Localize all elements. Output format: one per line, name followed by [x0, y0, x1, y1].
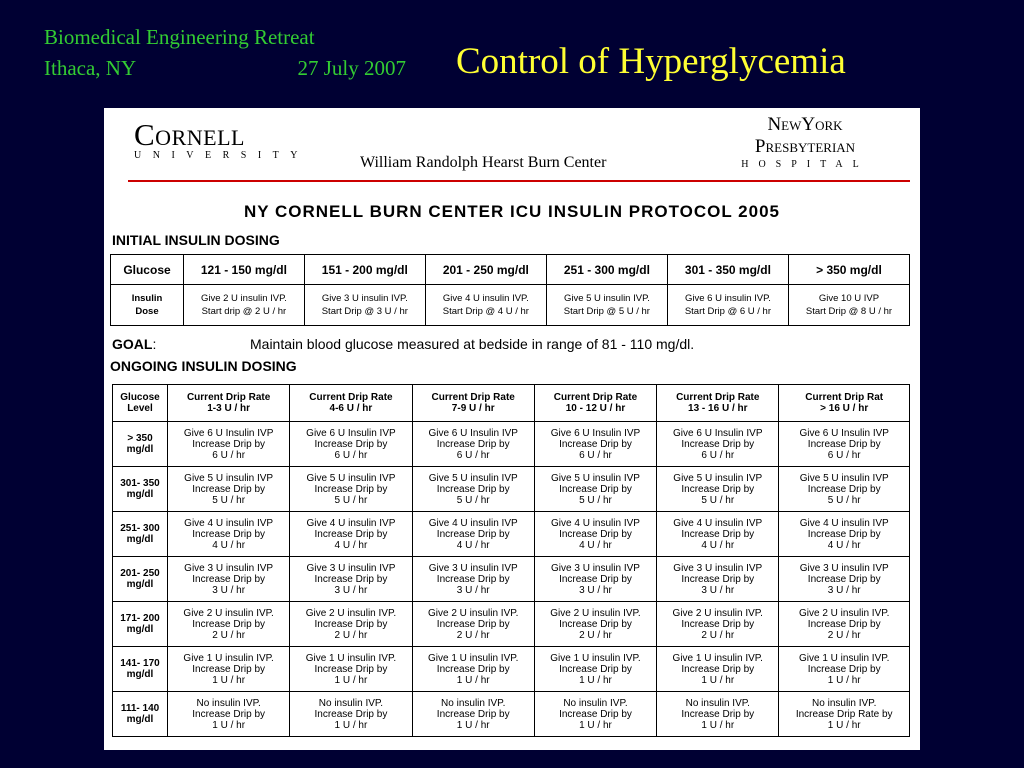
dose-instruction-cell [290, 692, 412, 737]
dose-instruction-cell [412, 647, 534, 692]
header-text: Current Drip Rat [805, 392, 884, 403]
instruction-text: Increase Drip by [807, 528, 881, 540]
instruction-text: 2 U / hr [579, 629, 612, 641]
instruction-text: No insulin IVP. [196, 697, 261, 709]
drip-rate-header [290, 385, 412, 422]
instruction-text: 4 U / hr [334, 539, 368, 551]
level-text: mg/dl [126, 444, 154, 455]
header-text: Current Drip Rate [676, 392, 760, 403]
instruction-text: Give 1 U insulin IVP. [672, 652, 763, 664]
range-cell: 151 - 200 mg/dl [304, 255, 425, 285]
initial-dosing-label: INITIAL INSULIN DOSING [112, 232, 280, 248]
instruction-text: No insulin IVP. [318, 697, 384, 709]
drip-rate-header [657, 385, 779, 422]
location-date-line [44, 53, 406, 84]
dose-instruction-cell [290, 422, 412, 467]
drip-rate-header [779, 385, 910, 422]
header-text: 7-9 U / hr [451, 403, 495, 414]
instruction-text: Give 2 U insulin IVP. [550, 607, 641, 619]
instruction-text: Give 5 U insulin IVP [306, 472, 396, 484]
instruction-text: 5 U / hr [456, 494, 490, 506]
dose-instruction-cell [534, 467, 656, 512]
goal-statement [112, 336, 695, 352]
glucose-level-cell [113, 602, 168, 647]
dose-instruction-cell [290, 512, 412, 557]
instruction-text: 3 U / hr [827, 584, 861, 596]
instruction-text: 3 U / hr [212, 584, 246, 596]
instruction-text: 1 U / hr [701, 674, 735, 686]
instruction-text: Increase Drip by [681, 663, 755, 675]
instruction-text: Increase Drip by [559, 708, 632, 720]
dose-text: Give 3 U insulin IVP. [321, 293, 408, 304]
instruction-text: Increase Drip by [436, 438, 510, 450]
instruction-text: Increase Drip by [314, 438, 388, 450]
dose-cell [546, 285, 667, 326]
event-date: 27 July 2007 [297, 56, 406, 80]
header-text: Current Drip Rate [553, 392, 638, 403]
instruction-text: Give 3 U insulin IVP [551, 562, 640, 574]
instruction-text: Increase Drip by [192, 708, 266, 720]
dose-instruction-cell [168, 422, 290, 467]
instruction-text: 1 U / hr [827, 674, 861, 686]
instruction-text: 6 U / hr [456, 449, 490, 461]
instruction-text: 5 U / hr [579, 494, 612, 506]
instruction-text: Increase Drip by [559, 483, 632, 495]
dose-instruction-cell [779, 467, 910, 512]
dose-instruction-cell [168, 467, 290, 512]
dose-cell [304, 285, 425, 326]
instruction-text: Increase Drip by [681, 483, 755, 495]
dose-cell [184, 285, 305, 326]
dose-text: Give 2 U insulin IVP. [200, 293, 287, 304]
instruction-text: Give 1 U insulin IVP. [427, 652, 519, 664]
dose-cell [667, 285, 788, 326]
instruction-text: 1 U / hr [334, 674, 368, 686]
table-row [113, 422, 910, 467]
dose-instruction-cell [412, 422, 534, 467]
dose-text: Start Drip @ 4 U / hr [442, 306, 529, 317]
table-row [113, 602, 910, 647]
dose-instruction-cell [779, 557, 910, 602]
glucose-header-cell: Glucose [111, 255, 184, 285]
instruction-text: Increase Drip by [559, 573, 632, 585]
header-text: > 16 U / hr [820, 403, 869, 414]
dose-instruction-cell [412, 512, 534, 557]
range-cell: 201 - 250 mg/dl [425, 255, 546, 285]
nyp-logo [730, 114, 880, 172]
dose-instruction-cell [412, 467, 534, 512]
instruction-text: Increase Drip by [436, 663, 510, 675]
level-text: mg/dl [126, 534, 154, 545]
header-text: 4-6 U / hr [329, 403, 373, 414]
instruction-text: Increase Drip by [436, 528, 510, 540]
instruction-text: Give 3 U insulin IVP [184, 562, 274, 574]
dose-instruction-cell [290, 467, 412, 512]
instruction-text: 1 U / hr [334, 719, 368, 731]
dose-instruction-cell [534, 557, 656, 602]
instruction-text: 1 U / hr [456, 719, 490, 731]
dose-instruction-cell [168, 647, 290, 692]
instruction-text: 1 U / hr [827, 719, 861, 731]
instruction-text: 6 U / hr [212, 449, 246, 461]
instruction-text: Increase Drip by [559, 528, 632, 540]
instruction-text: Increase Drip by [192, 573, 266, 585]
instruction-text: 3 U / hr [456, 584, 490, 596]
instruction-text: Give 6 U Insulin IVP [183, 427, 274, 439]
instruction-text: Give 2 U insulin IVP. [427, 607, 519, 619]
glucose-level-cell [113, 422, 168, 467]
dose-label-line: Insulin [131, 293, 163, 304]
instruction-text: Give 5 U insulin IVP [673, 472, 763, 484]
level-text: 111- 140 [120, 703, 160, 714]
instruction-text: Increase Drip by [192, 483, 266, 495]
ongoing-dosing-table [112, 384, 910, 737]
instruction-text: Increase Drip by [436, 708, 510, 720]
level-text: mg/dl [126, 579, 154, 590]
dose-instruction-cell [534, 422, 656, 467]
dose-text: Give 5 U insulin IVP. [563, 293, 650, 304]
level-text: > 350 [127, 433, 153, 444]
table-row [113, 647, 910, 692]
instruction-text: 5 U / hr [827, 494, 861, 506]
instruction-text: 2 U / hr [827, 629, 861, 641]
instruction-text: 1 U / hr [701, 719, 735, 731]
instruction-text: Give 1 U insulin IVP. [305, 652, 397, 664]
instruction-text: Give 5 U insulin IVP [184, 472, 274, 484]
instruction-text: 5 U / hr [212, 494, 246, 506]
range-cell: > 350 mg/dl [788, 255, 909, 285]
instruction-text: Increase Drip by [681, 528, 755, 540]
dose-label-line: Dose [135, 306, 159, 317]
table-row [113, 385, 910, 422]
instruction-text: Give 3 U insulin IVP [673, 562, 763, 574]
dose-instruction-cell [168, 602, 290, 647]
dose-instruction-cell [534, 512, 656, 557]
drip-rate-header [168, 385, 290, 422]
dose-instruction-cell [534, 602, 656, 647]
range-cell: 121 - 150 mg/dl [184, 255, 305, 285]
instruction-text: 6 U / hr [579, 449, 612, 461]
event-location: Ithaca, NY [44, 56, 137, 80]
level-text: 251- 300 [120, 523, 160, 534]
dose-text: Start Drip @ 5 U / hr [563, 306, 650, 317]
instruction-text: 2 U / hr [701, 629, 735, 641]
instruction-text: 6 U / hr [701, 449, 735, 461]
dose-cell [788, 285, 909, 326]
event-name: Biomedical Engineering Retreat [44, 25, 315, 49]
glucose-level-cell [113, 557, 168, 602]
instruction-text: Give 4 U insulin IVP [673, 517, 763, 529]
instruction-text: Give 5 U insulin IVP [799, 472, 889, 484]
nyp-line-2: Presbyterian [754, 136, 856, 157]
instruction-text: Increase Drip by [681, 438, 755, 450]
table-row [113, 557, 910, 602]
instruction-text: Give 4 U insulin IVP [428, 517, 518, 529]
nyp-line-1: NewYork [767, 114, 843, 135]
instruction-text: 1 U / hr [579, 719, 612, 731]
instruction-text: Increase Drip by [436, 483, 510, 495]
dose-instruction-cell [779, 692, 910, 737]
dose-text: Start Drip @ 8 U / hr [805, 306, 893, 317]
instruction-text: Increase Drip by [192, 663, 266, 675]
header-text: Current Drip Rate [186, 392, 271, 403]
dose-instruction-cell [534, 647, 656, 692]
dose-instruction-cell [657, 647, 779, 692]
goal-colon: : [152, 336, 157, 352]
instruction-text: No insulin IVP. [685, 697, 750, 709]
dose-text: Start Drip @ 6 U / hr [684, 306, 772, 317]
instruction-text: 4 U / hr [456, 539, 490, 551]
dose-instruction-cell [657, 557, 779, 602]
slide-title: Control of Hyperglycemia [456, 41, 846, 82]
instruction-text: Give 3 U insulin IVP [428, 562, 518, 574]
ongoing-panel [104, 378, 920, 750]
glucose-level-cell [113, 467, 168, 512]
instruction-text: Increase Drip by [436, 618, 510, 630]
table-row [111, 255, 910, 285]
glucose-level-cell [113, 692, 168, 737]
dose-text: Give 6 U insulin IVP. [684, 293, 771, 304]
instruction-text: Increase Drip by [681, 618, 755, 630]
instruction-text: Increase Drip by [559, 438, 632, 450]
instruction-text: 3 U / hr [334, 584, 368, 596]
dose-cell [425, 285, 546, 326]
instruction-text: 5 U / hr [334, 494, 368, 506]
instruction-text: 4 U / hr [827, 539, 861, 551]
instruction-text: Increase Drip by [807, 573, 881, 585]
header-text: Level [127, 403, 153, 414]
instruction-text: Give 1 U insulin IVP. [550, 652, 641, 664]
cornell-wordmark: Cornell [134, 117, 245, 152]
instruction-text: Give 2 U insulin IVP. [305, 607, 397, 619]
instruction-text: No insulin IVP. [441, 697, 506, 709]
instruction-text: Give 3 U insulin IVP [799, 562, 889, 574]
header-text: Current Drip Rate [309, 392, 393, 403]
dose-instruction-cell [657, 602, 779, 647]
instruction-text: Give 2 U insulin IVP. [672, 607, 763, 619]
instruction-text: Increase Drip by [314, 618, 388, 630]
instruction-text: Give 6 U Insulin IVP [306, 427, 396, 439]
instruction-text: Give 5 U insulin IVP [551, 472, 640, 484]
dose-instruction-cell [290, 557, 412, 602]
glucose-level-cell [113, 647, 168, 692]
dose-text: Start Drip @ 3 U / hr [321, 306, 408, 317]
header-text: Current Drip Rate [431, 392, 515, 403]
cornell-logo [134, 118, 314, 161]
instruction-text: Increase Drip by [314, 573, 388, 585]
cornell-university-text: UNIVERSITY [134, 150, 309, 161]
instruction-text: Give 6 U Insulin IVP [799, 427, 889, 439]
instruction-text: Increase Drip by [314, 483, 388, 495]
dose-instruction-cell [534, 692, 656, 737]
dose-instruction-cell [779, 422, 910, 467]
ongoing-dosing-label: ONGOING INSULIN DOSING [110, 358, 297, 374]
insulin-dose-header-cell [111, 285, 184, 326]
header-text: Glucose [120, 392, 160, 403]
instruction-text: Increase Drip by [807, 438, 881, 450]
dose-instruction-cell [779, 647, 910, 692]
level-text: mg/dl [126, 624, 154, 635]
instruction-text: Give 4 U insulin IVP [551, 517, 640, 529]
instruction-text: Give 6 U Insulin IVP [550, 427, 641, 439]
drip-rate-header [412, 385, 534, 422]
dose-instruction-cell [779, 602, 910, 647]
instruction-text: Increase Drip Rate by [795, 708, 893, 720]
instruction-text: Give 2 U insulin IVP. [798, 607, 890, 619]
instruction-text: Increase Drip by [807, 663, 881, 675]
dose-instruction-cell [657, 467, 779, 512]
instruction-text: Increase Drip by [314, 708, 388, 720]
level-text: 301- 350 [120, 478, 160, 489]
dose-instruction-cell [657, 422, 779, 467]
dose-instruction-cell [168, 512, 290, 557]
table-row [113, 467, 910, 512]
instruction-text: 5 U / hr [701, 494, 735, 506]
range-cell: 301 - 350 mg/dl [667, 255, 788, 285]
dose-instruction-cell [290, 602, 412, 647]
instruction-text: Give 1 U insulin IVP. [798, 652, 890, 664]
instruction-text: 6 U / hr [827, 449, 861, 461]
instruction-text: Give 1 U insulin IVP. [183, 652, 274, 664]
instruction-text: 1 U / hr [456, 674, 490, 686]
level-text: 171- 200 [120, 613, 160, 624]
range-cell: 251 - 300 mg/dl [546, 255, 667, 285]
instruction-text: Give 6 U Insulin IVP [673, 427, 763, 439]
instruction-text: Increase Drip by [807, 483, 881, 495]
instruction-text: 2 U / hr [334, 629, 368, 641]
dose-instruction-cell [412, 602, 534, 647]
instruction-text: 2 U / hr [212, 629, 246, 641]
instruction-text: Increase Drip by [314, 663, 388, 675]
glucose-level-header [113, 385, 168, 422]
dose-instruction-cell [168, 557, 290, 602]
header-text: 10 - 12 U / hr [565, 403, 626, 414]
instruction-text: Increase Drip by [192, 438, 266, 450]
instruction-text: Increase Drip by [436, 573, 510, 585]
table-row [113, 692, 910, 737]
dose-instruction-cell [657, 692, 779, 737]
instruction-text: Increase Drip by [681, 573, 755, 585]
instruction-text: 4 U / hr [212, 539, 246, 551]
instruction-text: 4 U / hr [701, 539, 735, 551]
instruction-text: 1 U / hr [579, 674, 612, 686]
slide-header-info [44, 22, 406, 84]
instruction-text: Increase Drip by [681, 708, 755, 720]
dose-instruction-cell [168, 692, 290, 737]
dose-text: Give 4 U insulin IVP. [442, 293, 529, 304]
dose-instruction-cell [412, 557, 534, 602]
instruction-text: Give 4 U insulin IVP [306, 517, 396, 529]
drip-rate-header [534, 385, 656, 422]
header-text: 1-3 U / hr [207, 403, 251, 414]
instruction-text: Increase Drip by [314, 528, 388, 540]
dose-text: Give 10 U IVP [818, 293, 880, 304]
instruction-text: 1 U / hr [212, 674, 246, 686]
goal-text: Maintain blood glucose measured at bedside in range of 81 - 110 mg/dl. [250, 336, 695, 352]
initial-dosing-table [110, 254, 910, 326]
dose-instruction-cell [412, 692, 534, 737]
nyp-line-3: HOSPITAL [741, 159, 869, 170]
instruction-text: Give 6 U Insulin IVP [428, 427, 518, 439]
dose-instruction-cell [657, 512, 779, 557]
dose-text: Start drip @ 2 U / hr [201, 306, 287, 317]
level-text: mg/dl [126, 714, 154, 725]
level-text: mg/dl [126, 489, 154, 500]
instruction-text: 3 U / hr [579, 584, 612, 596]
instruction-text: 1 U / hr [212, 719, 246, 731]
instruction-text: Give 3 U insulin IVP [306, 562, 396, 574]
instruction-text: Increase Drip by [192, 618, 266, 630]
dose-instruction-cell [779, 512, 910, 557]
dose-instruction-cell [290, 647, 412, 692]
level-text: 141- 170 [120, 658, 160, 669]
header-divider [128, 180, 910, 182]
instruction-text: 2 U / hr [456, 629, 490, 641]
level-text: 201- 250 [120, 568, 160, 579]
instruction-text: No insulin IVP. [812, 697, 877, 709]
protocol-title: NY CORNELL BURN CENTER ICU INSULIN PROTOCOL 2005 [243, 202, 781, 221]
table-row [113, 512, 910, 557]
glucose-level-cell [113, 512, 168, 557]
instruction-text: Give 2 U insulin IVP. [183, 607, 274, 619]
instruction-text: Increase Drip by [807, 618, 881, 630]
table-row [111, 285, 910, 326]
instruction-text: Give 4 U insulin IVP [184, 517, 274, 529]
instruction-text: 3 U / hr [701, 584, 735, 596]
burn-center-name: William Randolph Hearst Burn Center [360, 154, 607, 171]
instruction-text: Increase Drip by [192, 528, 266, 540]
instruction-text: Give 4 U insulin IVP [799, 517, 889, 529]
instruction-text: Give 5 U insulin IVP [428, 472, 518, 484]
goal-label: GOAL [112, 336, 153, 352]
level-text: mg/dl [126, 669, 154, 680]
instruction-text: Increase Drip by [559, 618, 632, 630]
instruction-text: No insulin IVP. [563, 697, 628, 709]
instruction-text: 4 U / hr [579, 539, 612, 551]
header-text: 13 - 16 U / hr [688, 403, 748, 414]
instruction-text: Increase Drip by [559, 663, 632, 675]
instruction-text: 6 U / hr [334, 449, 368, 461]
